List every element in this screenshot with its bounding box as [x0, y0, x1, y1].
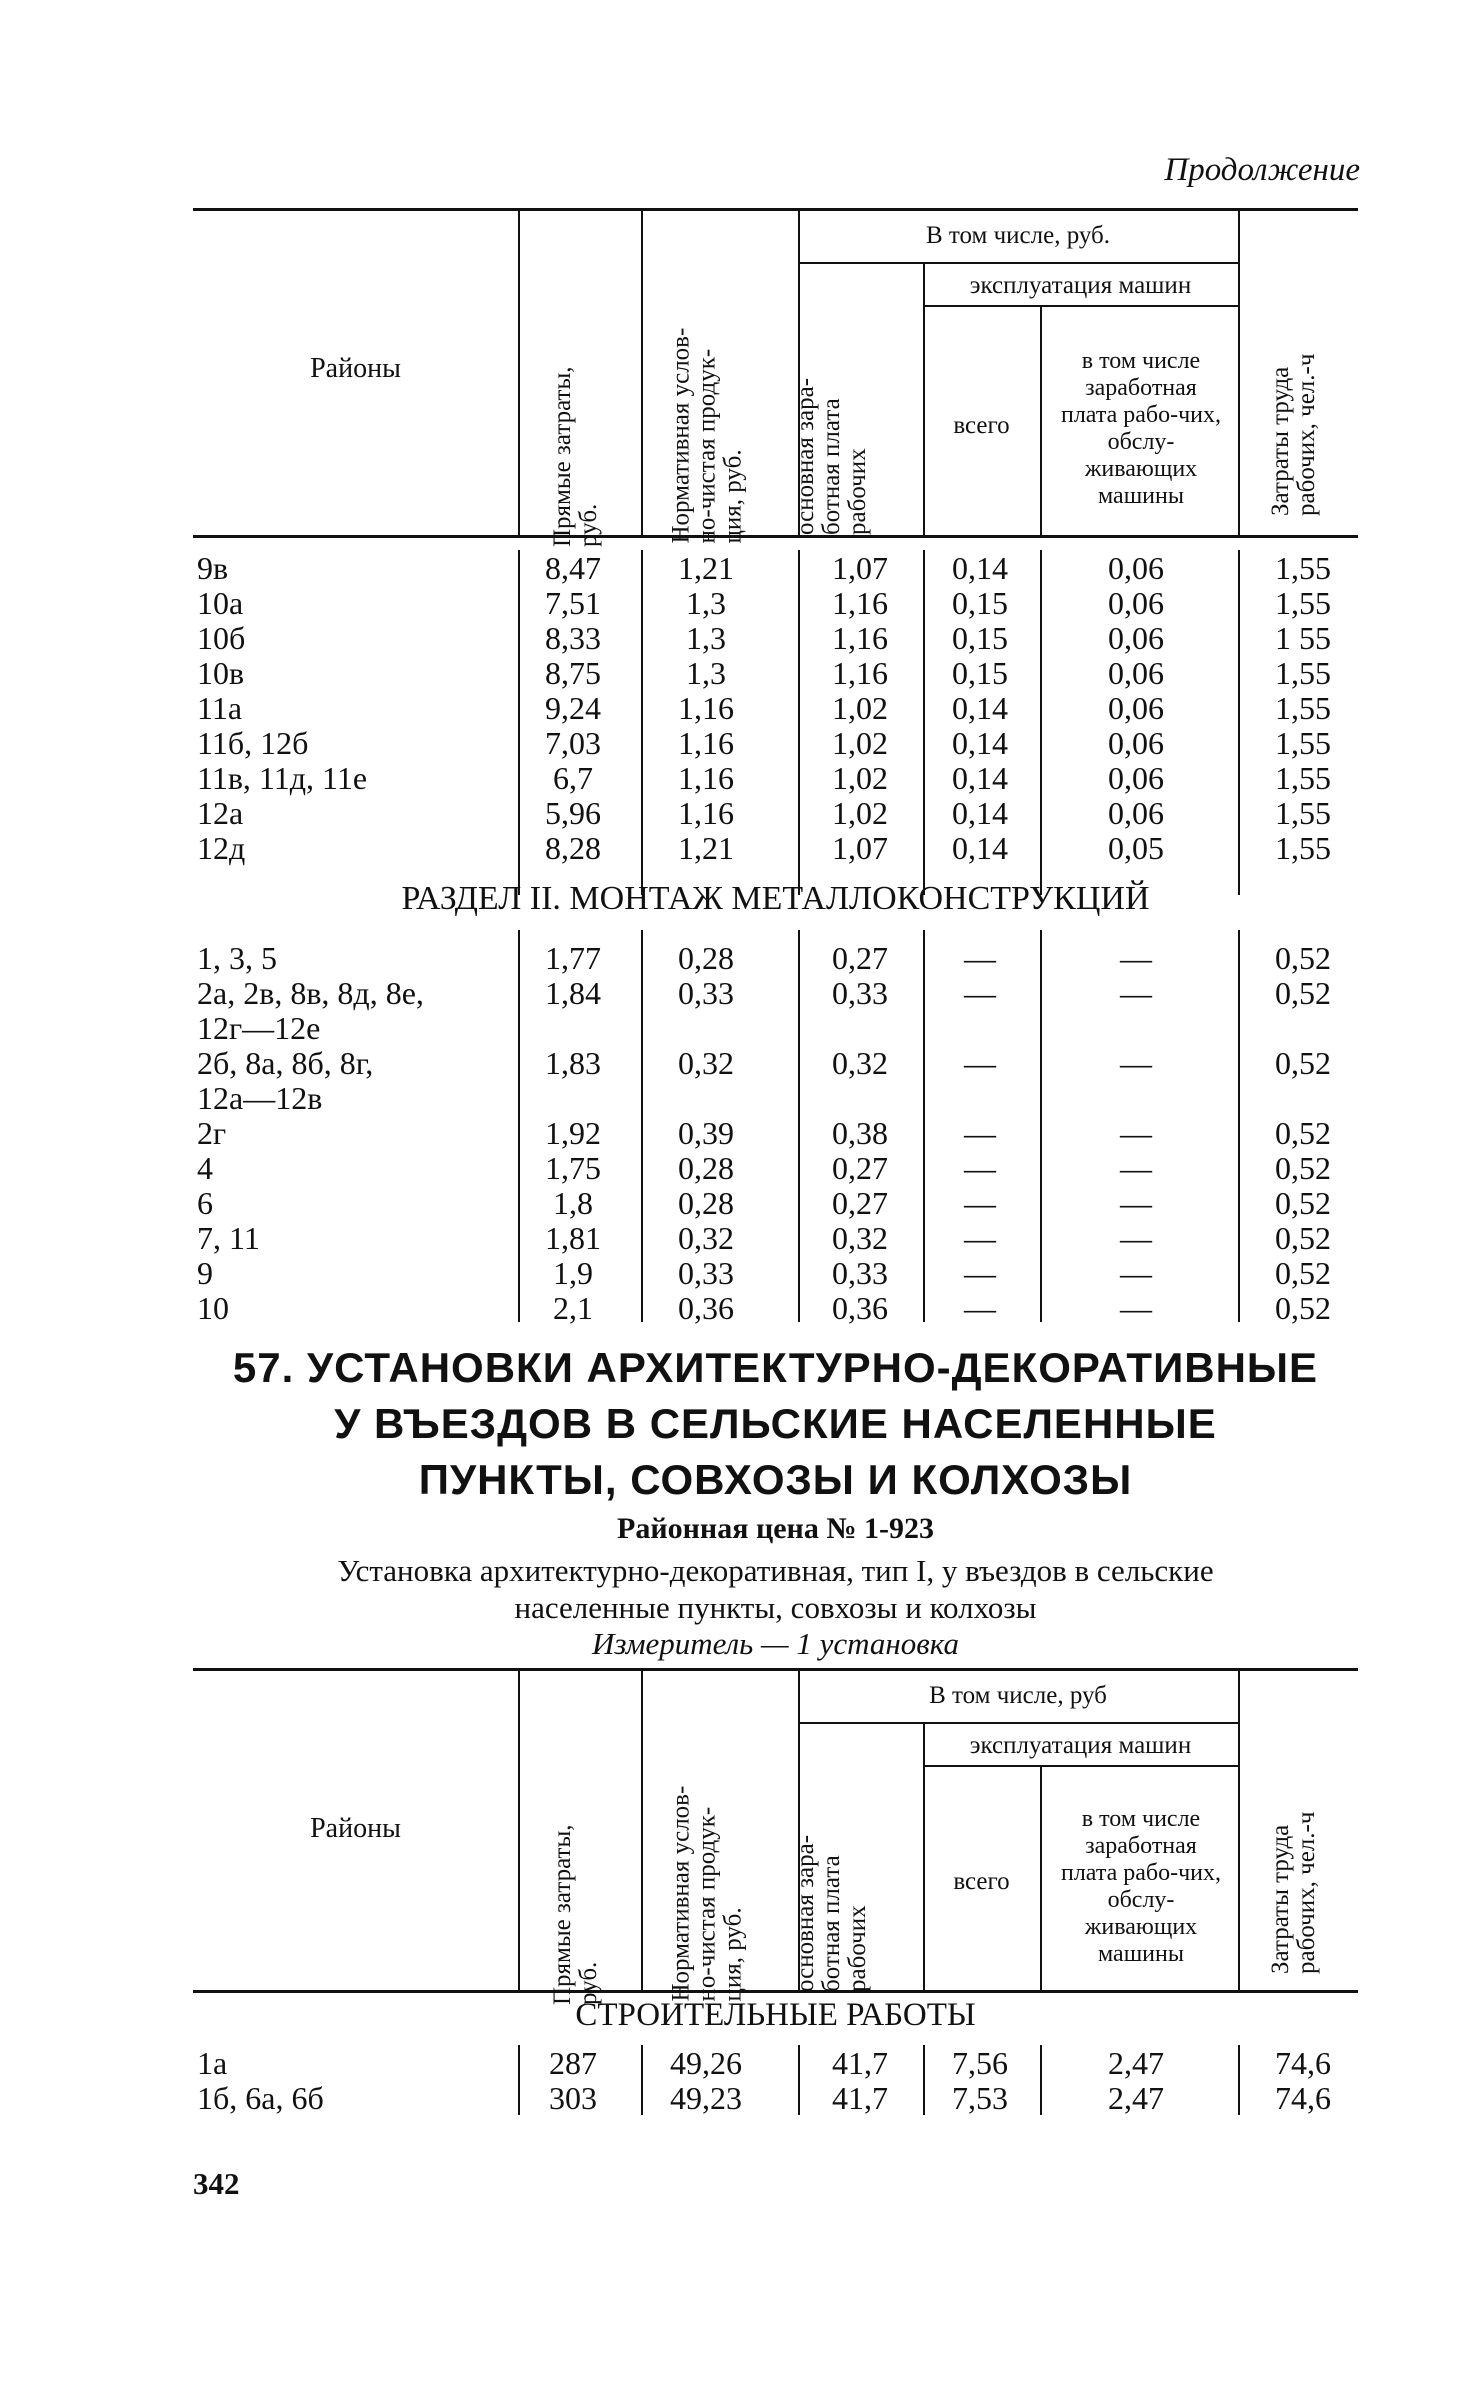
header-normative-product: Нормативная услов- но-чистая продук- ция, руб. [667, 1785, 747, 2002]
section-57-heading-line-2: У ВЪЕЗДОВ В СЕЛЬСКИЕ НАСЕЛЕННЫЕ [334, 1400, 1217, 1447]
table-row: 1, 3, 5 1,77 0,28 0,27 — — 0,52 [197, 940, 1331, 976]
table-row: 2а, 2в, 8в, 8д, 8е, 1,84 0,33 0,33 — — 0,52 [197, 975, 1331, 1011]
table-row: 11б, 12б 7,03 1,16 1,02 0,14 0,06 1,55 [197, 725, 1331, 761]
table-row: 2б, 8а, 8б, 8г, 1,83 0,32 0,32 — — 0,52 [197, 1045, 1331, 1081]
header-direct-costs: Прямые затраты, руб. [549, 366, 602, 547]
table-row: 10а 7,51 1,3 1,16 0,15 0,06 1,55 [197, 585, 1331, 621]
header-regions: Районы [310, 1813, 401, 1844]
table-row: 7, 11 1,81 0,32 0,32 — — 0,52 [197, 1220, 1331, 1256]
table-row: 10в 8,75 1,3 1,16 0,15 0,06 1,55 [197, 655, 1331, 691]
measure-unit: Измеритель — 1 установка [592, 1626, 959, 1661]
table-top-rule [193, 1668, 1358, 1671]
table-1 [193, 200, 1358, 1330]
header-machine-operation: эксплуатация машин [969, 1732, 1192, 1759]
header-bottom-rule [193, 1990, 1358, 1993]
header-normative-product: Нормативная услов- но-чистая продук- ция, руб. [667, 327, 747, 544]
header-regions: Районы [310, 353, 401, 384]
construction-title: СТРОИТЕЛЬНЫЕ РАБОТЫ [575, 1997, 976, 2033]
table-row: 4 1,75 0,28 0,27 — — 0,52 [197, 1150, 1331, 1186]
header-including: В том числе, руб [929, 1682, 1107, 1709]
header-base-wages: основная зара- ботная плата рабочих [792, 1834, 871, 1992]
section-57-heading-line-1: 57. УСТАНОВКИ АРХИТЕКТУРНО-ДЕКОРАТИВНЫЕ [232, 1344, 1319, 1391]
header-bottom-rule [193, 535, 1358, 538]
header-base-wages: основная зара- ботная плата рабочих [792, 377, 871, 535]
table-row-continuation: 12г—12е [197, 1010, 321, 1046]
table-row: 11а 9,24 1,16 1,02 0,14 0,06 1,55 [197, 690, 1331, 726]
header-direct-costs: Прямые затраты, руб. [549, 1824, 602, 2005]
table-row: 11в, 11д, 11е 6,7 1,16 1,02 0,14 0,06 1,55 [197, 760, 1331, 796]
price-title: Районная цена № 1-923 [617, 1512, 934, 1545]
table-row: 10б 8,33 1,3 1,16 0,15 0,06 1 55 [197, 620, 1331, 656]
table-row: 9в 8,47 1,21 1,07 0,14 0,06 1,55 [197, 550, 1331, 586]
table-2 [193, 1660, 1358, 2130]
description-line-2: населенные пункты, совхозы и колхозы [514, 1590, 1037, 1625]
header-labor: Затраты труда рабочих, чел.-ч [1267, 353, 1320, 516]
table-top-rule [193, 208, 1358, 211]
table-row: 2г 1,92 0,39 0,38 — — 0,52 [197, 1115, 1331, 1151]
table-row: 1а 287 49,26 41,7 7,56 2,47 74,6 [197, 2045, 1331, 2081]
header-labor: Затраты труда рабочих, чел.-ч [1267, 1811, 1320, 1974]
header-machine-total: всего [953, 412, 1010, 439]
table-row: 9 1,9 0,33 0,33 — — 0,52 [197, 1255, 1331, 1291]
table-row-continuation: 12а—12в [197, 1080, 323, 1116]
description-line-1: Установка архитектурно-декоративная, тип I, у въездов в сельские [337, 1553, 1214, 1588]
table-row: 12д 8,28 1,21 1,07 0,14 0,05 1,55 [197, 830, 1331, 866]
header-including: В том числе, руб. [925, 222, 1111, 249]
section-2-title: РАЗДЕЛ II. МОНТАЖ МЕТАЛЛОКОНСТРУКЦИЙ [401, 880, 1150, 917]
header-machine-operation: эксплуатация машин [969, 272, 1192, 299]
header-machine-total: всего [953, 1868, 1010, 1895]
header-machine-wages: в том числе заработная плата рабо-чих, обслу-живающих машины [1060, 348, 1222, 509]
table-row: 12а 5,96 1,16 1,02 0,14 0,06 1,55 [197, 795, 1331, 831]
table-row: 6 1,8 0,28 0,27 — — 0,52 [197, 1185, 1331, 1221]
section-57-heading-line-3: ПУНКТЫ, СОВХОЗЫ И КОЛХОЗЫ [418, 1456, 1133, 1503]
table-row: 10 2,1 0,36 0,36 — — 0,52 [197, 1290, 1331, 1326]
continuation-label: Продолжение [1164, 152, 1360, 188]
page-number: 342 [193, 2166, 240, 2201]
header-machine-wages: в том числе заработная плата рабо-чих, обслу-живающих машины [1060, 1806, 1222, 1967]
table-row: 1б, 6а, 6б 303 49,23 41,7 7,53 2,47 74,6 [197, 2080, 1331, 2116]
